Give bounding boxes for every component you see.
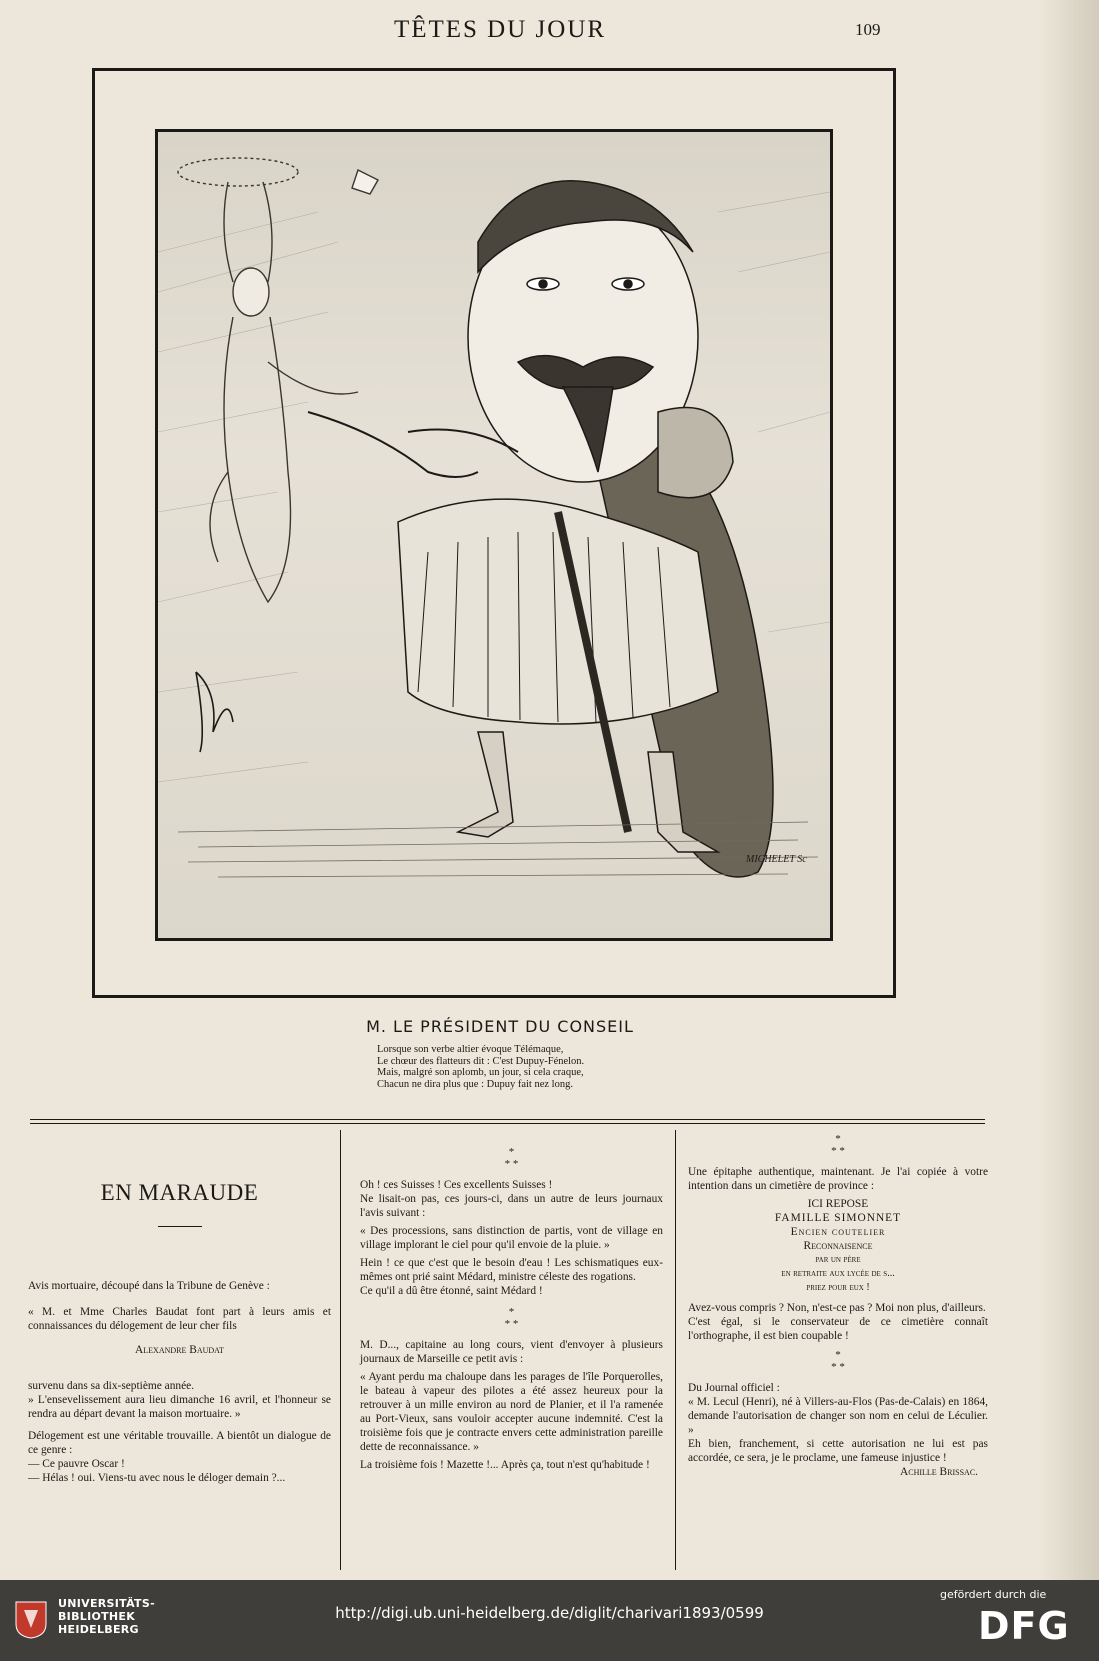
paragraph: La troisième fois ! Mazette !... Après ça, tout n'est qu'habitude ! <box>360 1459 650 1471</box>
section-separator: * * * <box>504 1146 519 1170</box>
permalink-url[interactable]: http://digi.ub.uni-heidelberg.de/diglit/charivari1893/0599 <box>335 1604 764 1622</box>
column-divider-2 <box>675 1130 676 1570</box>
muse-figure <box>178 158 378 602</box>
illustration-inner-frame <box>155 129 833 941</box>
paragraph: Eh bien, franchement, si cette autorisation ne lui est pas accordée, ce sera, je le proclame, une fameuse injustice ! <box>688 1438 988 1464</box>
article-column-2 <box>360 1146 663 1472</box>
paragraph: Avis mortuaire, découpé dans la Tribune de Genève : <box>28 1280 270 1292</box>
epitaph-line: FAMILLE SIMONNET <box>774 1212 902 1224</box>
paragraph: Du Journal officiel : <box>688 1382 780 1394</box>
page-edge-shadow <box>1039 0 1099 1580</box>
paragraph: Ce qu'il a dû être étonné, saint Médard ! <box>360 1285 543 1297</box>
epitaph-line: Reconnaisence <box>803 1240 873 1252</box>
epitaph-line: par un père <box>815 1254 861 1265</box>
paragraph: Oh ! ces Suisses ! Ces excellents Suisses ! <box>360 1179 553 1191</box>
caricature-verse <box>377 1044 677 1090</box>
double-rule-bottom <box>30 1123 985 1124</box>
paragraph: Délogement est une véritable trouvaille. A bientôt un dialogue de ce genre : <box>28 1430 331 1456</box>
article-headline: EN MARAUDE <box>100 1180 259 1205</box>
paragraph: « Ayant perdu ma chaloupe dans les parages de l'île Porquerolles, le bateau à vapeur des pilotes a été assez heureux pour la retrouver à un mille environ au nord de Planier, et il l'a ramenée au Port-Vieux, sans vouloir accepter aucune indemnité. C'est la troisième fois que je contracte envers cette administration pareille dette de reconnaissance. » <box>360 1371 663 1453</box>
paragraph: Une épitaphe authentique, maintenant. Je l'ai copiée à votre intention dans un cimetière de province : <box>688 1166 988 1192</box>
illustration-outer-frame <box>92 68 896 998</box>
artist-signature: MICHELET Sc <box>746 854 807 865</box>
verse-line: Chacun ne dira plus que : Dupuy fait nez long. <box>377 1078 573 1090</box>
dialogue-line: — Hélas ! oui. Viens-tu avec nous le déloger demain ?... <box>28 1472 286 1484</box>
paragraph: « M. et Mme Charles Baudat font part à leurs amis et connaissances du délogement de leur cher fils <box>28 1306 331 1332</box>
section-separator: * * * <box>831 1349 845 1373</box>
epitaph-line: ICI REPOSE <box>807 1198 869 1210</box>
caricature-title: M. LE PRÉSIDENT DU CONSEIL <box>366 1017 634 1036</box>
section-separator: * * * <box>831 1133 845 1157</box>
verse-line: Mais, malgré son aplomb, un jour, si cela craque, <box>377 1067 584 1078</box>
verse-line: Le chœur des flatteurs dit : C'est Dupuy-Fénelon. <box>377 1055 585 1067</box>
paragraph: C'est égal, si le conservateur de ce cimetière connaît l'orthographe, il est bien coupable ! <box>688 1316 988 1342</box>
epitaph-line: priez pour eux ! <box>806 1282 870 1293</box>
double-rule-top <box>30 1119 985 1120</box>
epitaph-line: Encien coutelier <box>790 1226 886 1238</box>
dialogue-line: — Ce pauvre Oscar ! <box>28 1458 125 1470</box>
caricature-illustration <box>158 132 830 938</box>
deceased-name: Alexandre Baudat <box>135 1344 224 1356</box>
section-separator: * * * <box>504 1306 519 1330</box>
page-number: 109 <box>855 20 881 39</box>
column-divider-1 <box>340 1130 341 1570</box>
institution-name-line: UNIVERSITÄTS- <box>58 1597 155 1610</box>
paragraph: « M. Lecul (Henri), né à Villers-au-Flos (Pas-de-Calais) en 1864, demande l'autorisation de changer son nom en celui de Léculier. » <box>688 1396 988 1436</box>
paragraph: Ne lisait-on pas, ces jours-ci, dans un autre de leurs journaux l'avis suivant : <box>360 1193 663 1219</box>
digitization-footer <box>0 1580 1099 1661</box>
paragraph: » L'ensevelissement aura lieu dimanche 16 avril, et l'honneur se rendra au départ devant la maison mortuaire. » <box>28 1394 331 1420</box>
institution-name-line: BIBLIOTHEK <box>58 1610 136 1623</box>
author-signature: Achille Brissac. <box>900 1466 978 1478</box>
paragraph: M. D..., capitaine au long cours, vient d'envoyer à plusieurs journaux de Marseille ce petit avis : <box>360 1339 663 1365</box>
epitaph-line: en retraite aux lycée de s... <box>781 1268 895 1279</box>
roman-figure <box>308 181 773 877</box>
paragraph: Hein ! ce que c'est que le besoin d'eau ! Les schismatiques eux-mêmes ont prié saint Médard, ministre céleste des rogations. <box>360 1257 663 1283</box>
article-column-1 <box>28 1180 331 1485</box>
funding-note: gefördert durch die <box>940 1588 1047 1601</box>
paragraph: survenu dans sa dix-septième année. <box>28 1380 195 1392</box>
paragraph: « Des processions, sans distinction de partis, vont de village en village implorant le ciel pour qu'il envoie de la pluie. » <box>360 1225 663 1251</box>
institution-name-line: HEIDELBERG <box>58 1623 139 1636</box>
verse-line: Lorsque son verbe altier évoque Télémaque, <box>377 1044 564 1055</box>
article-column-3 <box>688 1133 988 1479</box>
running-title: TÊTES DU JOUR <box>393 16 607 43</box>
paragraph: Avez-vous compris ? Non, n'est-ce pas ? Moi non plus, d'ailleurs. <box>688 1302 986 1314</box>
dfg-logo: DFG <box>978 1604 1070 1648</box>
